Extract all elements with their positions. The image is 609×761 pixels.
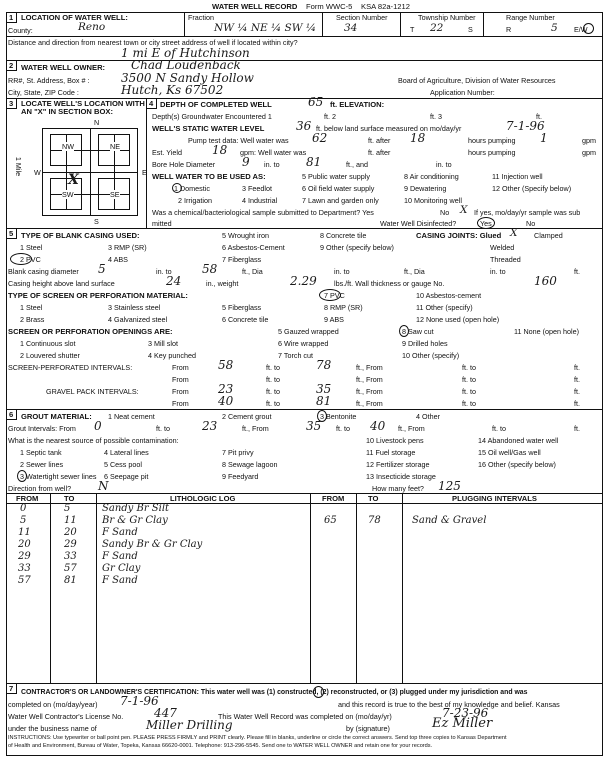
section-1-number: 1 <box>9 13 14 22</box>
license-value[interactable]: 447 <box>154 706 177 720</box>
section-2-label: WATER WELL OWNER: <box>21 63 106 72</box>
fraction-value[interactable]: NW ¼ NE ¼ SW ¼ <box>214 22 317 34</box>
wall-gauge-value[interactable]: 160 <box>534 274 557 288</box>
section-3-label: LOCATE WELL'S LOCATION WITH <box>21 99 145 108</box>
plug-from-header: FROM <box>322 494 345 503</box>
use-domestic-circle <box>172 183 182 193</box>
business-name-value[interactable]: Miller Drilling <box>146 718 233 732</box>
grout-from-2-value[interactable]: 35 <box>306 419 322 433</box>
static-level-label: WELL'S STATIC WATER LEVEL <box>152 124 265 133</box>
range-east-circle <box>583 23 594 34</box>
openings-label: SCREEN OR PERFORATION OPENINGS ARE: <box>8 327 173 336</box>
county-label: County: <box>8 26 33 35</box>
gravel-to-2-value[interactable]: 81 <box>316 394 332 408</box>
completed-date-value[interactable]: 7-1-96 <box>120 694 159 708</box>
instructions-line-1: INSTRUCTIONS: Use typewriter or ball point pen. PLEASE PRESS FIRMLY and PRINT clearly. Please fill in blanks, underline or circle the correct answers. Send top three copies to Kansas Department <box>8 735 507 741</box>
contamination-label: What is the nearest source of possible contamination: <box>8 436 179 445</box>
water-well-record-form: WATER WELL RECORD Form WWC-5 KSA 82a-1212 1 LOCATION OF WATER WELL: County: Reno Fraction NW ¼ NE ¼ SW ¼ Section Number 34 Township Number T 22 S Range Number R 5 E/W Distance and direction from nearest town or city street address of well if located within city? 1 mi E of Hutchinson 2 WATER WELL OWNER: Chad Loudenback RR#, St. Address, Box # : 3500 N Sandy Hollow City, State, ZIP Code : Hutch, Ks 67502 Board of Agriculture, Division of Water Resources Application Number: 3 LOCATE WELL'S LOCATION WITH AN "X" IN SECTION BOX: N S W E 1 Mile NW NE SW SE X 4 DEPTH OF COMPLETED WELL 65 ft. ELEVATION: Depth(s) Groundwater Encountered 1 ft. 2 ft. 3 ft. WELL'S STATIC WATER LEVEL 36 ft. below land surface measured on mo/day/yr 7-1-96 Pump test data: Well water was 62 ft. after 18 hours pumping 1 gpm Est. Yield 18 gpm: Well water was ft. after hours pumping gpm Bore Hole Diameter 9 in. to 81 ft., and in. to WELL WATER TO BE USED AS: 1 Domestic 3 Feedlot 5 Public water supply 8 Air conditioning 11 Injection well 2 Irrigation 4 Industrial 7 Lawn and garden only 9 Dewatering 12 Other (Specify below) 6 Oil field water supply 10 Monitoring well Was a chemical/bacteriological sample submitted to Department? Yes No X If yes, mo/day/yr sample was sub mitted Water Well Disinfected? Yes No 5 TYPE OF BLANK CASING USED: 1 Steel 2 PVC 3 RMP (SR) 4 ABS 5 Wrought iron 6 Asbestos-Cement 7 Fiberglass 8 Concrete tile 9 Other (specify below) CASING JOINTS: Glued X Clamped Welded Threaded Blank casing diameter 5 in. to 58 ft., Dia in. to ft., Dia in. to ft. Casing height above land surface 24 in., weight 2.29 lbs./ft. Wall thickness or gauge No. 160 TYPE OF SCREEN OR PERFORATION MATERIAL: 1 Steel 3 Stainless steel 5 Fiberglass 7 PVC 10 Asbestos-cement 2 Brass 4 Galvanized steel 6 Concrete tile 8 RMP (SR) 11 Other (specify) 9 ABS 12 None used (open hole) SCREEN OR PERFORATION OPENINGS ARE: 5 Gauzed wrapped 8 Saw cut 11 None (open hole) 1 Continuous slot 3 Mill slot 6 Wire wrapped 9 Drilled holes 2 Louvered shutter 4 Key punched 7 Torch cut 10 Other (specify) SCREEN-PERFORATED INTERVALS: From 58 ft. to 78 ft., From ft. to ft. From ft. to ft., From ft. to ft. GRAVEL PACK INTERVALS: From 23 ft. to 35 ft., From ft. to ft. From 40 ft. to 81 ft., From ft. to ft. 6 GROUT MATERIAL: 1 Neat cement 2 Cement grout 3 Bentonite 4 Other Grout Intervals: From 0 ft. to 23 ft., From 35 ft. to 40 ft., From ft. to ft. What is the nearest source of possible contamination: 1 Septic tank 4 Lateral lines 7 Pit privy 10 Livestock pens 14 Abandoned water well 2 Sewer lines 5 Cess pool 8 Sewage lagoon 11 Fuel storage 15 Oil well/Gas well 3 Watertight sewer lines 6 Seepage pit 9 Feedyard 12 Fertilizer storage 16 Other (specify below) 13 Insecticide storage Direction from well? N How many feet? 125 FROM TO LITHOLOGIC LOG FROM TO PLUGGING INTERVALS 0 5 Sandy Br Silt 5 11 Br & Gr Clay 11 20 F Sand 20 29 Sandy Br & Gr Clay 29 33 F Sand 33 57 Gr Clay 57 81 F Sand 65 78 Sand & Gravel 7 CONTRACTOR'S OR LANDOWNER'S CERTIFICATION: This water well was (1) constructed, (2) reconstructed, or (3) plugged under my jurisdiction and was completed on (mo/day/year) 7-1-96 and this record is true to the best of my knowledge and belief. Kansas Water Well Contractor's License No. 447 This Water Well Record was completed on (mo/day/yr) 7-23-96 under the business name of Miller Drilling by (signature) Ez Miller INSTRUCTIONS: Use typewriter or ball point pen. PLEASE PRESS FIRMLY and PRINT clearly. Please fill in blanks, underline or circle the correct answers. Send top three copies to Kansas Department of Health and Environment, Bureau of Water, Topeka, Kansas 66620-0001. Telephone: 913-296-5545. Send one to WATER WELL OWNER and retain one for your records. <box>6 2 603 756</box>
city-value[interactable]: Hutch, Ks 67502 <box>121 83 224 97</box>
address-value[interactable]: 3500 N Sandy Hollow <box>121 71 254 85</box>
gravel-from-1-value[interactable]: 23 <box>218 382 234 396</box>
grout-to-2-value[interactable]: 40 <box>370 419 386 433</box>
grout-from-1-value[interactable]: 0 <box>94 419 102 433</box>
owner-value[interactable]: Chad Loudenback <box>131 58 241 72</box>
bore-depth-value[interactable]: 81 <box>306 155 322 169</box>
casing-weight-value[interactable]: 2.29 <box>290 274 317 288</box>
fraction-label: Fraction <box>188 13 214 22</box>
board-text: Board of Agriculture, Division of Water Resources <box>398 76 556 85</box>
constructed-circle <box>313 686 324 698</box>
section-number-label: Section Number <box>336 13 388 22</box>
perf-from-value[interactable]: 58 <box>218 358 234 372</box>
range-label: Range Number <box>506 13 555 22</box>
depth-value[interactable]: 65 <box>308 95 324 109</box>
gravel-pack-label: GRAVEL PACK INTERVALS: <box>46 387 139 396</box>
depth-label: DEPTH OF COMPLETED WELL <box>160 100 272 109</box>
section-number-value[interactable]: 34 <box>344 22 358 34</box>
well-location-mark[interactable]: X <box>68 172 79 188</box>
casing-type-label: TYPE OF BLANK CASING USED: <box>21 231 140 240</box>
joints-glued-mark: X <box>510 227 518 239</box>
signature-value[interactable]: Ez Miller <box>432 716 493 731</box>
feet-value[interactable]: 125 <box>438 479 461 493</box>
section-1-label: LOCATION OF WATER WELL: <box>21 13 128 22</box>
yield-value[interactable]: 18 <box>212 143 228 157</box>
range-value[interactable]: 5 <box>551 22 558 34</box>
watertight-sewer-circle <box>17 470 27 482</box>
application-number-label: Application Number: <box>430 88 495 97</box>
pump-hours-value[interactable]: 18 <box>410 131 426 145</box>
form-number: Form WWC-5 <box>306 2 353 11</box>
township-value[interactable]: 22 <box>430 22 444 34</box>
water-use-label: WELL WATER TO BE USED AS: <box>152 172 266 181</box>
casing-pvc-circle <box>10 253 32 265</box>
range-ew: E/W <box>574 25 588 34</box>
ksa-reference: KSA 82a-1212 <box>361 2 410 11</box>
saw-cut-circle <box>399 325 409 337</box>
certification-text: CONTRACTOR'S OR LANDOWNER'S CERTIFICATION: This water well was (1) constructed, (2) reconstructed, or (3) plugged under my jurisdiction and was <box>21 689 528 696</box>
city-label: City, State, ZIP Code : <box>8 88 79 97</box>
screen-pvc-circle <box>319 289 341 301</box>
perforated-intervals-label: SCREEN-PERFORATED INTERVALS: <box>8 363 133 372</box>
lithologic-log-header: LITHOLOGIC LOG <box>170 494 236 503</box>
casing-depth-value[interactable]: 58 <box>202 262 218 276</box>
plugging-intervals-header: PLUGGING INTERVALS <box>452 494 537 503</box>
instructions-line-2: of Health and Environment, Bureau of Water, Topeka, Kansas 66620-0001. Telephone: 913-296-5545. Send one to WATER WELL OWNER and retain one for your records. <box>8 743 433 749</box>
mile-scale: 1 Mile <box>14 156 24 177</box>
gravel-from-2-value[interactable]: 40 <box>218 394 234 408</box>
distance-label: Distance and direction from nearest town or city street address of well if located within city? <box>8 38 298 47</box>
county-value[interactable]: Reno <box>78 21 106 33</box>
chem-no-mark: X <box>460 204 468 216</box>
form-title: WATER WELL RECORD <box>212 2 298 11</box>
grout-to-1-value[interactable]: 23 <box>202 419 218 433</box>
casing-diameter-value[interactable]: 5 <box>98 262 106 276</box>
distance-value[interactable]: 1 mi E of Hutchinson <box>121 46 250 60</box>
gravel-to-1-value[interactable]: 35 <box>316 382 332 396</box>
plug-to-header: TO <box>368 494 379 503</box>
pump-gpm-value[interactable]: 1 <box>540 131 548 145</box>
grout-label: GROUT MATERIAL: <box>21 412 92 421</box>
static-level-value[interactable]: 36 <box>296 119 312 133</box>
address-label: RR#, St. Address, Box # : <box>8 76 90 85</box>
pump-level-value[interactable]: 62 <box>312 131 328 145</box>
township-label: Township Number <box>418 13 476 22</box>
log-to-header: TO <box>64 494 75 503</box>
static-date-value[interactable]: 7-1-96 <box>506 119 545 133</box>
screen-type-label: TYPE OF SCREEN OR PERFORATION MATERIAL: <box>8 291 188 300</box>
bore-diameter-value[interactable]: 9 <box>242 155 250 169</box>
perf-to-value[interactable]: 78 <box>316 358 332 372</box>
record-date-value[interactable]: 7-23-96 <box>442 706 489 720</box>
log-from-header: FROM <box>16 494 39 503</box>
casing-height-value[interactable]: 24 <box>166 274 182 288</box>
direction-value[interactable]: N <box>98 479 109 493</box>
